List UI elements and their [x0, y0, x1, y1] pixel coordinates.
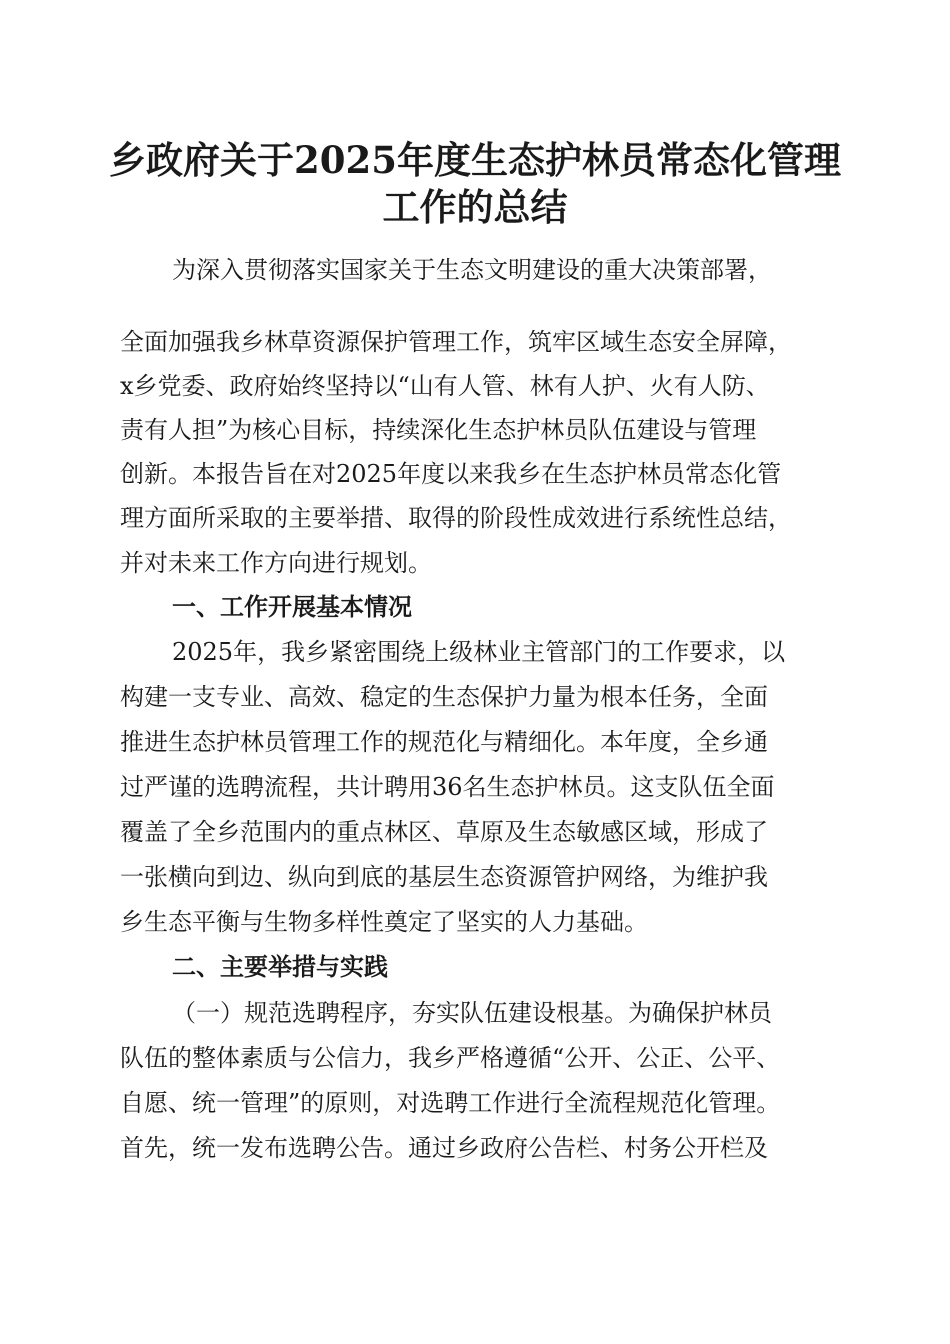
paragraph-line: （一）规范选聘程序，夯实队伍建设根基。为确保护林员 — [172, 999, 772, 1027]
paragraph-line: 首先，统一发布选聘公告。通过乡政府公告栏、村务公开栏及 — [120, 1134, 768, 1162]
paragraph-line: 覆盖了全乡范围内的重点林区、草原及生态敏感区域，形成了 — [120, 818, 768, 846]
paragraph-line: 为深入贯彻落实国家关于生态文明建设的重大决策部署， — [172, 256, 772, 284]
paragraph-line: 理方面所采取的主要举措、取得的阶段性成效进行系统性总结， — [120, 504, 792, 532]
paragraph-line: 创新。本报告旨在对2025年度以来我乡在生态护林员常态化管 — [120, 460, 782, 488]
paragraph-line: 构建一支专业、高效、稳定的生态保护力量为根本任务，全面 — [120, 683, 768, 711]
paragraph-line: 全面加强我乡林草资源保护管理工作，筑牢区域生态安全屏障， — [120, 328, 792, 356]
paragraph-line: 过严谨的选聘流程，共计聘用36名生态护林员。这支队伍全面 — [120, 773, 775, 801]
paragraph-line: 乡生态平衡与生物多样性奠定了坚实的人力基础。 — [120, 908, 648, 936]
paragraph-line: 责有人担”为核心目标，持续深化生态护林员队伍建设与管理 — [120, 416, 757, 444]
section-heading-1: 一、工作开展基本情况 — [172, 593, 412, 621]
paragraph-line: 并对未来工作方向进行规划。 — [120, 549, 432, 577]
document-title-line-1: 乡政府关于2025年度生态护林员常态化管理 — [109, 138, 841, 182]
paragraph-line: x乡党委、政府始终坚持以“山有人管、林有人护、火有人防、 — [120, 372, 770, 400]
document-title-line-2: 工作的总结 — [382, 185, 568, 229]
section-heading-2: 二、主要举措与实践 — [172, 953, 388, 981]
paragraph-line: 2025年，我乡紧密围绕上级林业主管部门的工作要求，以 — [172, 638, 786, 666]
paragraph-line: 推进生态护林员管理工作的规范化与精细化。本年度，全乡通 — [120, 728, 768, 756]
paragraph-line: 一张横向到边、纵向到底的基层生态资源管护网络，为维护我 — [120, 863, 768, 891]
paragraph-line: 队伍的整体素质与公信力，我乡严格遵循“公开、公正、公平、 — [120, 1044, 781, 1072]
paragraph-line: 自愿、统一管理”的原则，对选聘工作进行全流程规范化管理。 — [120, 1089, 781, 1117]
